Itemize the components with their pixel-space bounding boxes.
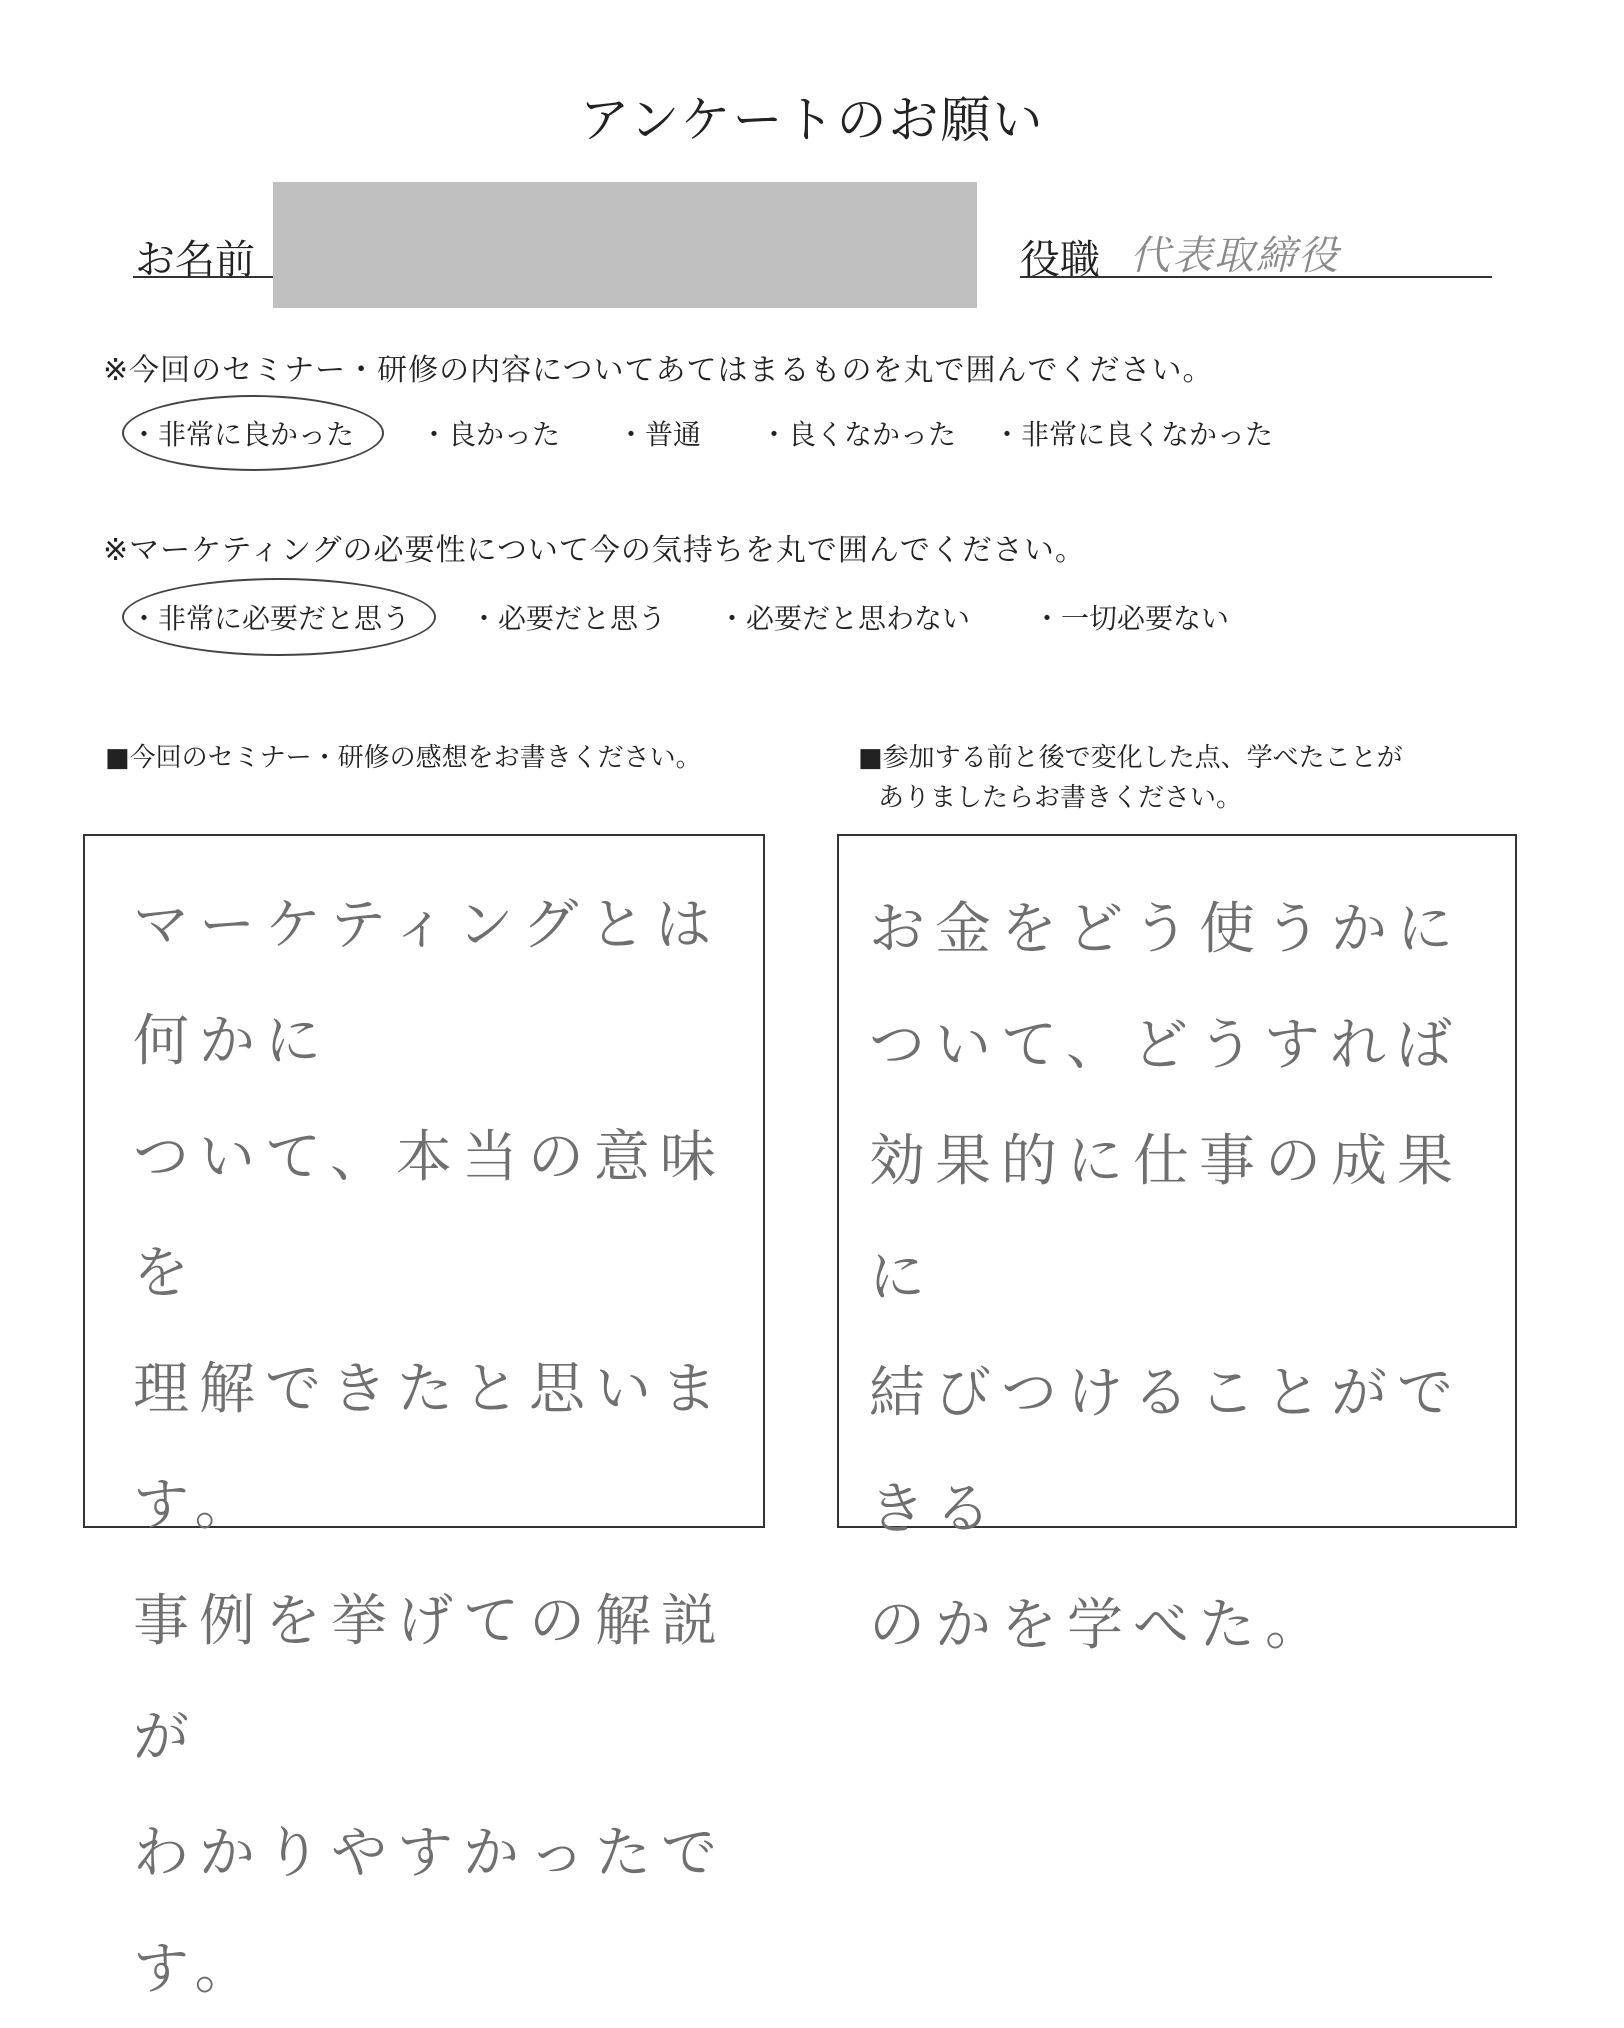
right-answer-line: 結びつけることができる [869, 1361, 1463, 1542]
right-section-heading-line2: ありましたらお書きください。 [878, 783, 1243, 813]
page-title: アンケートのお願い [579, 91, 1045, 149]
q1-option-very-not-good[interactable]: ・非常に良くなかった [993, 418, 1274, 451]
q1-option-not-good[interactable]: ・良くなかった [760, 418, 957, 451]
left-answer-line: マーケティングとは何かに [133, 893, 722, 1074]
left-answer-text [133, 868, 763, 2028]
right-answer-line: のかを学べた。 [869, 1593, 1331, 1658]
left-answer-box[interactable] [83, 834, 765, 2002]
q1-option-average[interactable]: ・普通 [617, 418, 702, 451]
name-redaction [273, 182, 977, 308]
left-answer-line: ついて、本当の意味を [133, 1125, 726, 1306]
name-underline [133, 276, 273, 278]
left-answer-line: わかりやすかったです。 [133, 1821, 727, 2002]
name-label: お名前 [135, 237, 255, 283]
role-label: 役職 [1020, 237, 1100, 283]
q2-option-not-at-all[interactable]: ・一切必要ない [1033, 602, 1230, 635]
q2-option-not-necessary[interactable]: ・必要だと思わない [718, 602, 971, 635]
role-underline [1020, 276, 1492, 278]
q1-option-good[interactable]: ・良かった [420, 418, 561, 451]
left-answer-line: 理解できたと思います。 [133, 1357, 727, 1538]
right-answer-line: お金をどう使うかに [869, 897, 1463, 962]
q2-option-very-necessary[interactable]: ・非常に必要だと思う [130, 602, 411, 635]
q1-question: ※今回のセミナー・研修の内容についてあてはまるものを丸で囲んでください。 [103, 353, 1214, 388]
right-answer-text [869, 872, 1515, 1684]
q1-option-very-good[interactable]: ・非常に良かった [130, 418, 355, 451]
right-answer-line: 効果的に仕事の成果に [869, 1129, 1463, 1310]
q2-question: ※マーケティングの必要性について今の気持ちを丸で囲んでください。 [103, 533, 1086, 568]
left-answer-line: 事例を挙げての解説が [133, 1589, 727, 1770]
right-answer-box[interactable] [837, 834, 1517, 1658]
right-section-heading-line1: ■参加する前と後で変化した点、学べたことが [858, 743, 1403, 773]
role-value: 代表取締役 [1130, 233, 1340, 279]
right-answer-line: ついて、どうすれば [869, 1013, 1462, 1078]
left-section-heading: ■今回のセミナー・研修の感想をお書きください。 [105, 743, 702, 773]
q2-option-necessary[interactable]: ・必要だと思う [470, 602, 667, 635]
